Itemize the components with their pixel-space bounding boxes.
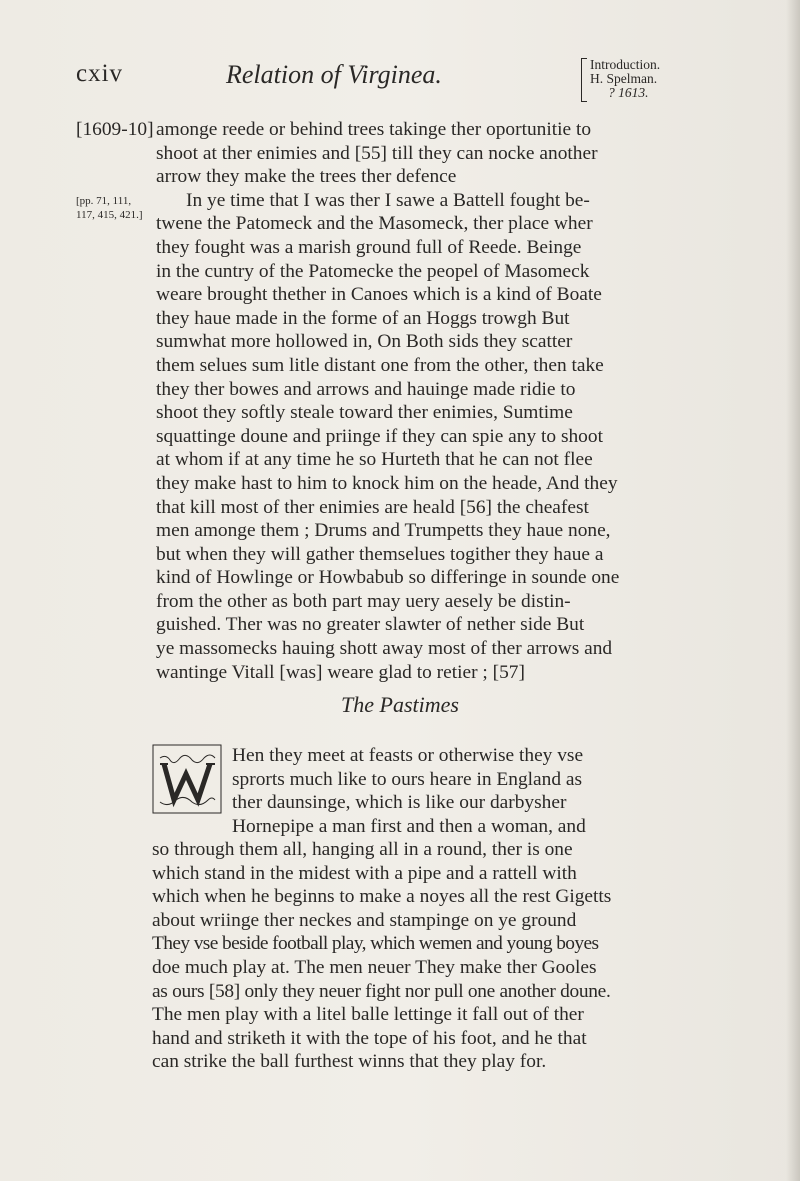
body-line: hand and striketh it with the tope of his foot, and he that — [152, 1027, 587, 1049]
margin-ref-line-1: [pp. 71, 111, — [76, 195, 132, 207]
body-line: they ther bowes and arrows and hauinge made ridie to — [156, 378, 576, 400]
margin-date: [1609-10] — [76, 119, 154, 140]
side-note-line-2: H. Spelman. — [590, 71, 658, 86]
body-line: from the other as both part may uery aesely be distin- — [156, 590, 571, 612]
page-number: cxiv — [76, 60, 124, 87]
page-header — [76, 57, 726, 110]
body-line: that kill most of ther enimies are heald [56] the cheafest — [156, 496, 589, 518]
body-line: [1609-10] amonge reede or behind trees takinge ther oportunitie to — [76, 119, 592, 140]
body-line: wantinge Vitall [was] weare glad to retier ; [57] — [156, 661, 525, 683]
body-line: in the cuntry of the Patomecke the peopel of Masomeck — [156, 260, 590, 282]
body-line: shoot at ther enimies and [55] till they can nocke another — [156, 142, 598, 164]
body-line: they make hast to him to knock him on the heade, And they — [156, 472, 618, 494]
header-side-note — [581, 58, 730, 102]
margin-reference — [76, 194, 143, 222]
body-line: about wriinge ther neckes and stampinge on ye ground — [152, 909, 577, 931]
body-line: shoot they softly steale toward ther enimies, Sumtime — [156, 402, 573, 424]
body-line: kind of Howlinge or Howbabub so differinge in sounde one — [156, 567, 620, 589]
body-line: they fought was a marish ground full of Reede. Beinge — [156, 236, 582, 258]
body-line: squattinge doune and priinge if they can spie any to shoot — [156, 425, 603, 447]
body-line: The men play with a litel balle lettinge it fall out of ther — [152, 1004, 584, 1026]
page-edge-shadow — [786, 0, 800, 1181]
body-line: twene the Patomeck and the Masomeck, ther place wher — [156, 213, 593, 235]
body-line: In ye time that I was ther I sawe a Battell fought be- — [186, 189, 590, 211]
body-line: them selues sum litle distant one from the other, then take — [156, 354, 604, 376]
body-line: ther daunsinge, which is like our darbysher — [232, 792, 567, 814]
body-line: they haue made in the forme of an Hoggs trowgh But — [156, 307, 570, 329]
body-line: men amonge them ; Drums and Trumpetts they haue none, — [156, 520, 611, 542]
body-line: doe much play at. The men neuer They make ther Gooles — [152, 956, 597, 978]
body-line: They vse beside football play, which wemen and young boyes — [152, 933, 599, 955]
body-line: as ours [58] only they neuer fight nor pull one another doune. — [152, 980, 611, 1002]
margin-ref-line-2: 117, 415, 421.] — [76, 209, 143, 221]
body-line: ye massomecks hauing shott away most of ther arrows and — [156, 638, 613, 660]
pastimes-paragraph-rest — [152, 838, 772, 1074]
running-title: Relation of Virginea. — [226, 60, 442, 89]
body-line: sprorts much like to ours heare in England as — [232, 768, 583, 790]
body-line: sumwhat more hollowed in, On Both sids they scatter — [156, 331, 573, 353]
section-title: The Pastimes — [341, 692, 459, 717]
body-line: but when they will gather themselues togither they haue a — [156, 543, 604, 565]
body-line: Hornepipe a man first and then a woman, and — [232, 815, 586, 837]
body-line: at whom if at any time he so Hurteth that he can not flee — [156, 449, 593, 471]
body-line: weare brought thether in Canoes which is a kind of Boate — [156, 284, 602, 306]
side-note-line-3: ? 1613. — [608, 85, 649, 100]
main-paragraph — [76, 118, 756, 684]
body-line: arrow they make the trees ther defence — [156, 166, 457, 188]
body-line: so through them all, hanging all in a round, ther is one — [152, 839, 573, 860]
body-line: guished. Ther was no greater slawter of nether side But — [156, 614, 585, 636]
pastimes-paragraph-top — [232, 744, 772, 838]
body-line: which stand in the midest with a pipe and a rattell with — [152, 862, 577, 884]
body-line: can strike the ball furthest winns that they play for. — [152, 1051, 547, 1073]
dropcap-w-icon — [152, 744, 222, 814]
body-line: Hen they meet at feasts or otherwise they vse — [232, 745, 584, 766]
side-note-line-1: Introduction. — [590, 57, 661, 72]
body-line: which when he beginns to make a noyes all the rest Gigetts — [152, 886, 612, 908]
